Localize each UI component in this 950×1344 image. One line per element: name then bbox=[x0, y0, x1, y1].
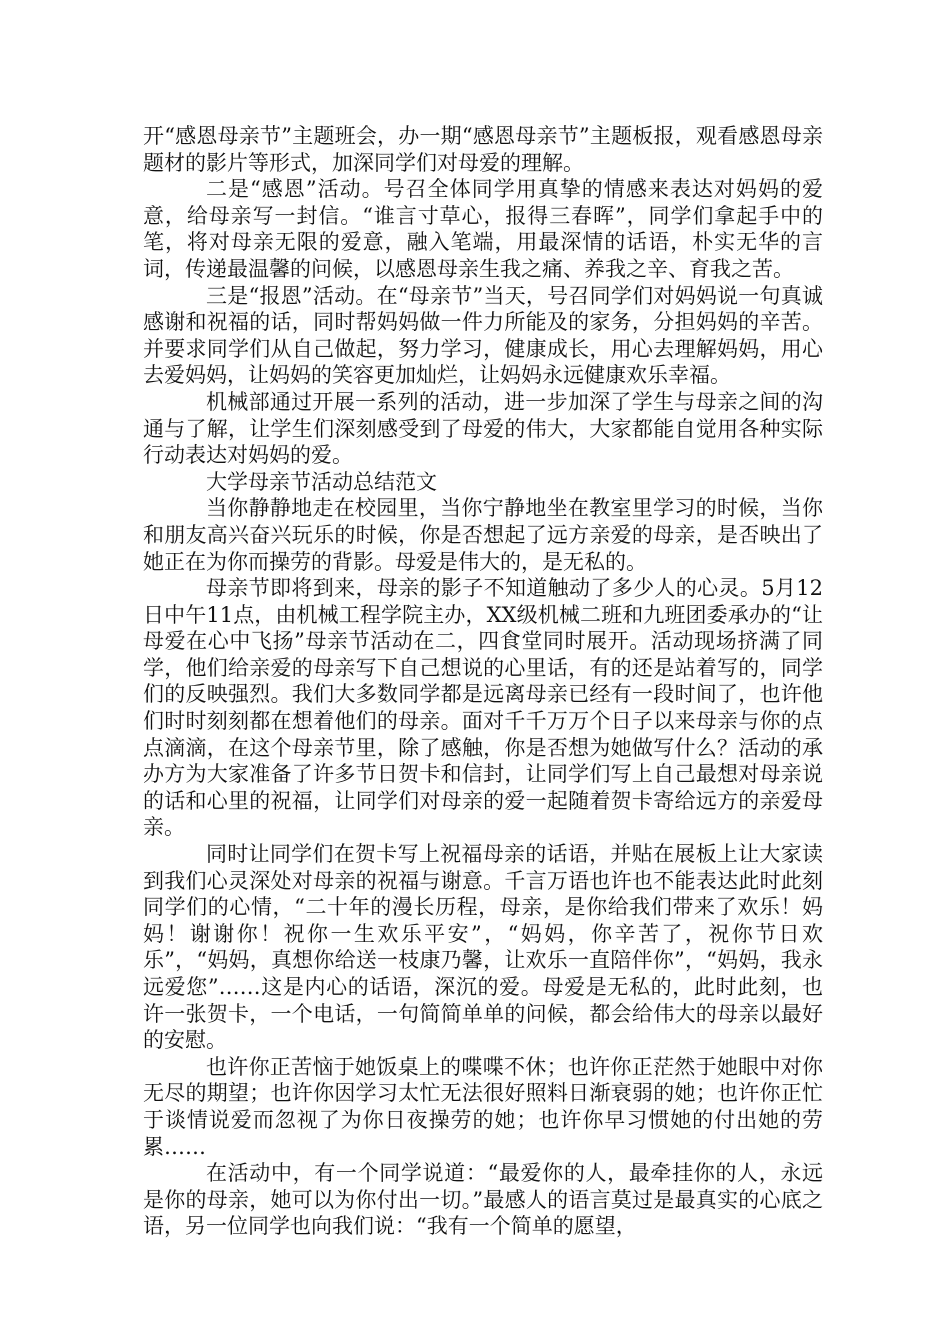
section-heading: 大学母亲节活动总结范文 bbox=[206, 469, 437, 494]
paragraph-reflection: 也许你正苦恼于她饭桌上的喋喋不休；也许你正茫然于她眼中对你无尽的期望；也许你因学习太忙无法很好照料日渐衰弱的她；也许你正忙于谈情说爱而忽视了为你日夜操劳的她；也许你早习惯她的付出她的劳累…… bbox=[143, 1054, 823, 1159]
paragraph-continuation: 开“感恩母亲节”主题班会，办一期“感恩母亲节”主题板报，观看感恩母亲题材的影片等形式，加深同学们对母爱的理解。 bbox=[143, 124, 823, 175]
paragraph-repay-activity: 三是“报恩”活动。在“母亲节”当天，号召同学们对妈妈说一句真诚感谢和祝福的话，同时帮妈妈做一件力所能及的家务，分担妈妈的辛苦。并要求同学们从自己做起，努力学习，健康成长，用心去理解妈妈，用心去爱妈妈，让妈妈的笑容更加灿烂，让妈妈永远健康欢乐幸福。 bbox=[143, 283, 823, 388]
paragraph-campus-intro: 当你静静地走在校园里，当你宁静地坐在教室里学习的时候，当你和朋友高兴奋兴玩乐的时候，你是否想起了远方亲爱的母亲，是否映出了她正在为你而操劳的背影。母爱是伟大的，是无私的。 bbox=[143, 496, 823, 574]
document-body bbox=[143, 123, 823, 1240]
paragraph-gratitude-activity: 二是“感恩”活动。号召全体同学用真挚的情感来表达对妈妈的爱意，给母亲写一封信。“谁言寸草心，报得三春晖”，同学们拿起手中的笔，将对母亲无限的爱意，融入笔端，用最深情的话语，朴实无华的言词，传递最温馨的问候，以感恩母亲生我之痛、养我之辛、育我之苦。 bbox=[143, 177, 823, 281]
paragraph-event-details: 母亲节即将到来，母亲的影子不知道触动了多少人的心灵。5月12日中午11点，由机械工程学院主办，XX级机械二班和九班团委承办的“让母爱在心中飞扬”母亲节活动在二，四食堂同时展开。活动现场挤满了同学，他们给亲爱的母亲写下自己想说的心里话，有的还是站着写的，同学们的反映强烈。我们大多数同学都是远离母亲已经有一段时间了，也许他们时时刻刻都在想着他们的母亲。面对千千万万个日子以来母亲与你的点点滴滴，在这个母亲节里，除了感触，你是否想为她做写什么？活动的承办方为大家准备了许多节日贺卡和信封，让同学们写上自己最想对母亲说的话和心里的祝福，让同学们对母亲的爱一起随着贺卡寄给远方的亲爱母亲。 bbox=[143, 576, 823, 840]
paragraph-greeting-cards: 同时让同学们在贺卡写上祝福母亲的话语，并贴在展板上让大家读到我们心灵深处对母亲的祝福与谢意。千言万语也许也不能表达此时此刻同学们的心情，“二十年的漫长历程，母亲，是你给我们带来了欢乐！妈妈！谢谢你！祝你一生欢乐平安”，“妈妈，你辛苦了，祝你节日欢乐”，“妈妈，真想你给送一枝康乃馨，让欢乐一直陪伴你”，“妈妈，我永远爱您”……这是内心的话语，深沉的爱。母爱是无私的，此时此刻，也许一张贺卡，一个电话，一句简简单单的问候，都会给伟大的母亲以最好的安慰。 bbox=[143, 842, 823, 1053]
paragraph-mechanical-dept-summary: 机械部通过开展一系列的活动，进一步加深了学生与母亲之间的沟通与了解，让学生们深刻感受到了母爱的伟大，大家都能自觉用各种实际行动表达对妈妈的爱。 bbox=[143, 389, 823, 468]
paragraph-student-quotes: 在活动中，有一个同学说道：“最爱你的人，最牵挂你的人，永远是你的母亲，她可以为你付出一切。”最感人的语言莫过是最真实的心底之语，另一位同学也向我们说：“我有一个简单的愿望， bbox=[143, 1161, 823, 1239]
